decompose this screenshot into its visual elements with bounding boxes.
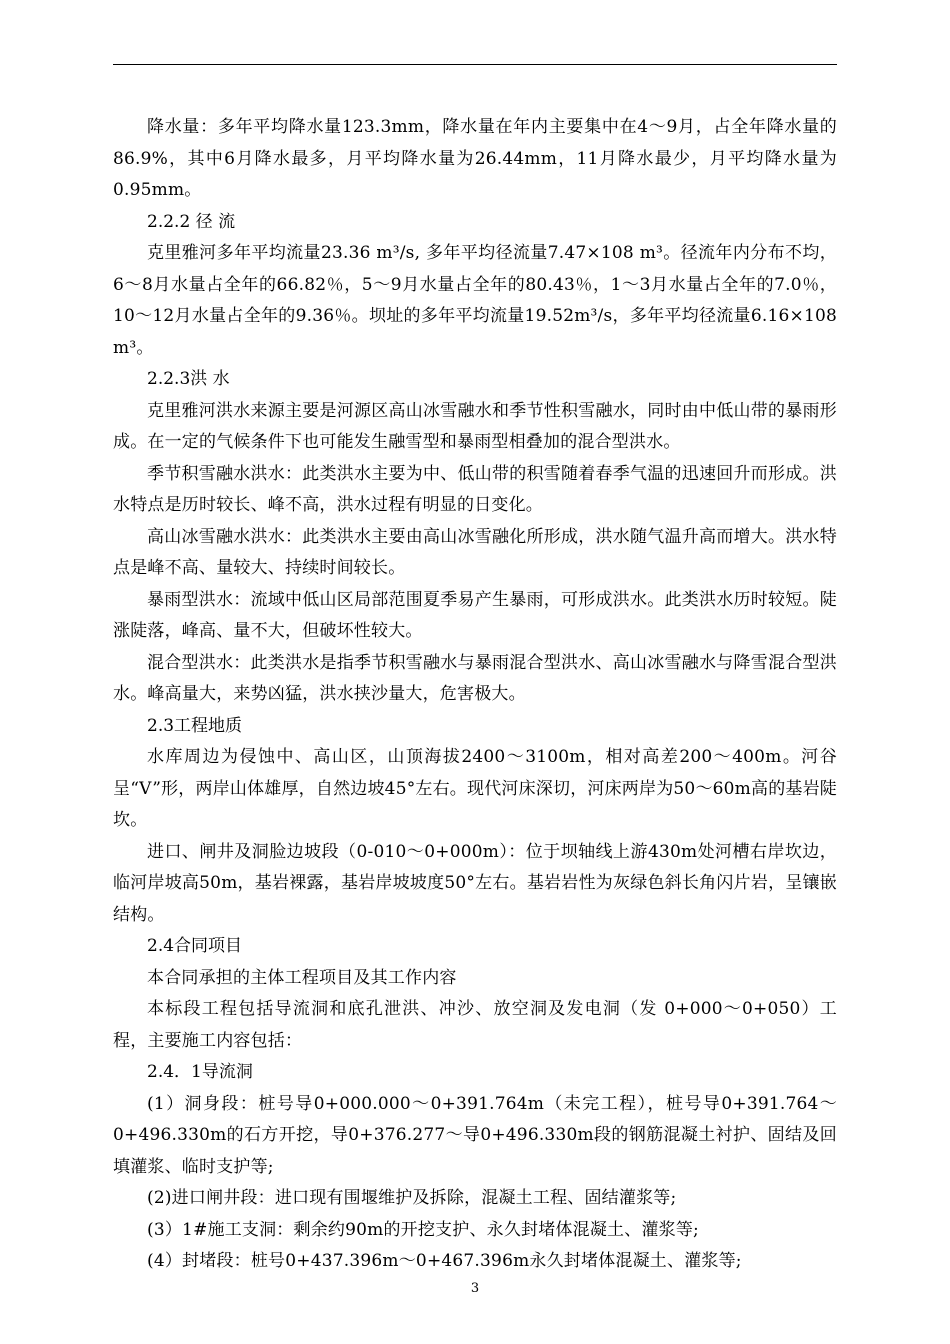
document-body: [113, 112, 837, 1278]
paragraph-runoff: 克里雅河多年平均流量23.36 m³/s, 多年平均径流量7.47×108 m³。径流年内分布不均，6～8月水量占全年的66.82％，5～9月水量占全年的80.43％，1～3月水量占全年的7.0％，10～12月水量占全年的9.36％。坝址的多年平均流量19.52m³/s，多年平均径流量6.16×108 m³。: [113, 243, 837, 358]
section-heading-contract-items: 2.4合同项目: [147, 936, 243, 956]
paragraph-inlet-slope: 进口、闸井及洞脸边坡段（0-010～0+000m）：位于坝轴线上游430m处河槽右岸坎边，临河岸坡高50m，基岩裸露，基岩岸坡坡度50°左右。基岩岩性为灰绿色斜长角闪片岩，呈镶嵌结构。: [113, 841, 837, 925]
section-heading-flood: 2.2.3洪 水: [147, 369, 230, 389]
paragraph-section-works: 本标段工程包括导流洞和底孔泄洪、冲沙、放空洞及发电洞（发 0+000～0+050）工程，主要施工内容包括：: [113, 999, 837, 1051]
paragraph-flood-source: 克里雅河洪水来源主要是河源区高山冰雪融水和季节性积雪融水，同时由中低山带的暴雨形成。在一定的气候条件下也可能发生融雪型和暴雨型相叠加的混合型洪水。: [113, 400, 837, 452]
paragraph-glacier-melt-flood: 高山冰雪融水洪水：此类洪水主要由高山冰雪融化所形成，洪水随气温升高而增大。洪水特点是峰不高、量较大、持续时间较长。: [113, 526, 837, 578]
list-item-plugging-section: (4）封堵段：桩号0+437.396m～0+467.396m永久封堵体混凝土、灌浆等;: [147, 1251, 742, 1271]
paragraph-seasonal-snowmelt-flood: 季节积雪融水洪水：此类洪水主要为中、低山带的积雪随着春季气温的迅速回升而形成。洪水特点是历时较长、峰不高，洪水过程有明显的日变化。: [113, 463, 837, 515]
paragraph-mixed-flood: 混合型洪水：此类洪水是指季节积雪融水与暴雨混合型洪水、高山冰雪融水与降雪混合型洪水。峰高量大，来势凶猛，洪水挟沙量大，危害极大。: [113, 652, 837, 704]
paragraph-reservoir-surroundings: 水库周边为侵蚀中、高山区，山顶海拔2400～3100m，相对高差200～400m。河谷呈“V”形，两岸山体雄厚，自然边坡45°左右。现代河床深切，河床两岸为50～60m高的基岩陡坎。: [113, 747, 837, 830]
section-heading-geology: 2.3工程地质: [147, 715, 243, 736]
page-number: 3: [470, 1281, 480, 1296]
list-item-construction-adit: (3）1#施工支洞：剩余约90m的开挖支护、永久封堵体混凝土、灌浆等;: [147, 1219, 699, 1240]
paragraph-rainstorm-flood: 暴雨型洪水：流域中低山区局部范围夏季易产生暴雨，可形成洪水。此类洪水历时较短。陡涨陡落，峰高、量不大，但破坏性较大。: [113, 589, 837, 641]
paragraph-precipitation: 降水量：多年平均降水量123.3mm，降水量在年内主要集中在4～9月，占全年降水量的86.9%，其中6月降水最多，月平均降水量为26.44mm，11月降水最少，月平均降水量为0.95mm。: [113, 117, 837, 200]
section-heading-diversion-tunnel: 2.4．1导流洞: [147, 1062, 253, 1082]
list-item-tunnel-body: (1）洞身段：桩号导0+000.000～0+391.764m（未完工程），桩号导0+391.764～0+496.330m的石方开挖，导0+376.277～导0+496.330m段的钢筋混凝土衬护、固结及回填灌浆、临时支护等;: [113, 1093, 837, 1177]
header-rule: [113, 64, 837, 65]
list-item-inlet-gate-shaft: (2)进口闸井段：进口现有围堰维护及拆除，混凝土工程、固结灌浆等;: [147, 1188, 677, 1208]
section-heading-runoff: 2.2.2 径 流: [147, 211, 236, 232]
paragraph-contract-scope: 本合同承担的主体工程项目及其工作内容: [147, 967, 457, 988]
